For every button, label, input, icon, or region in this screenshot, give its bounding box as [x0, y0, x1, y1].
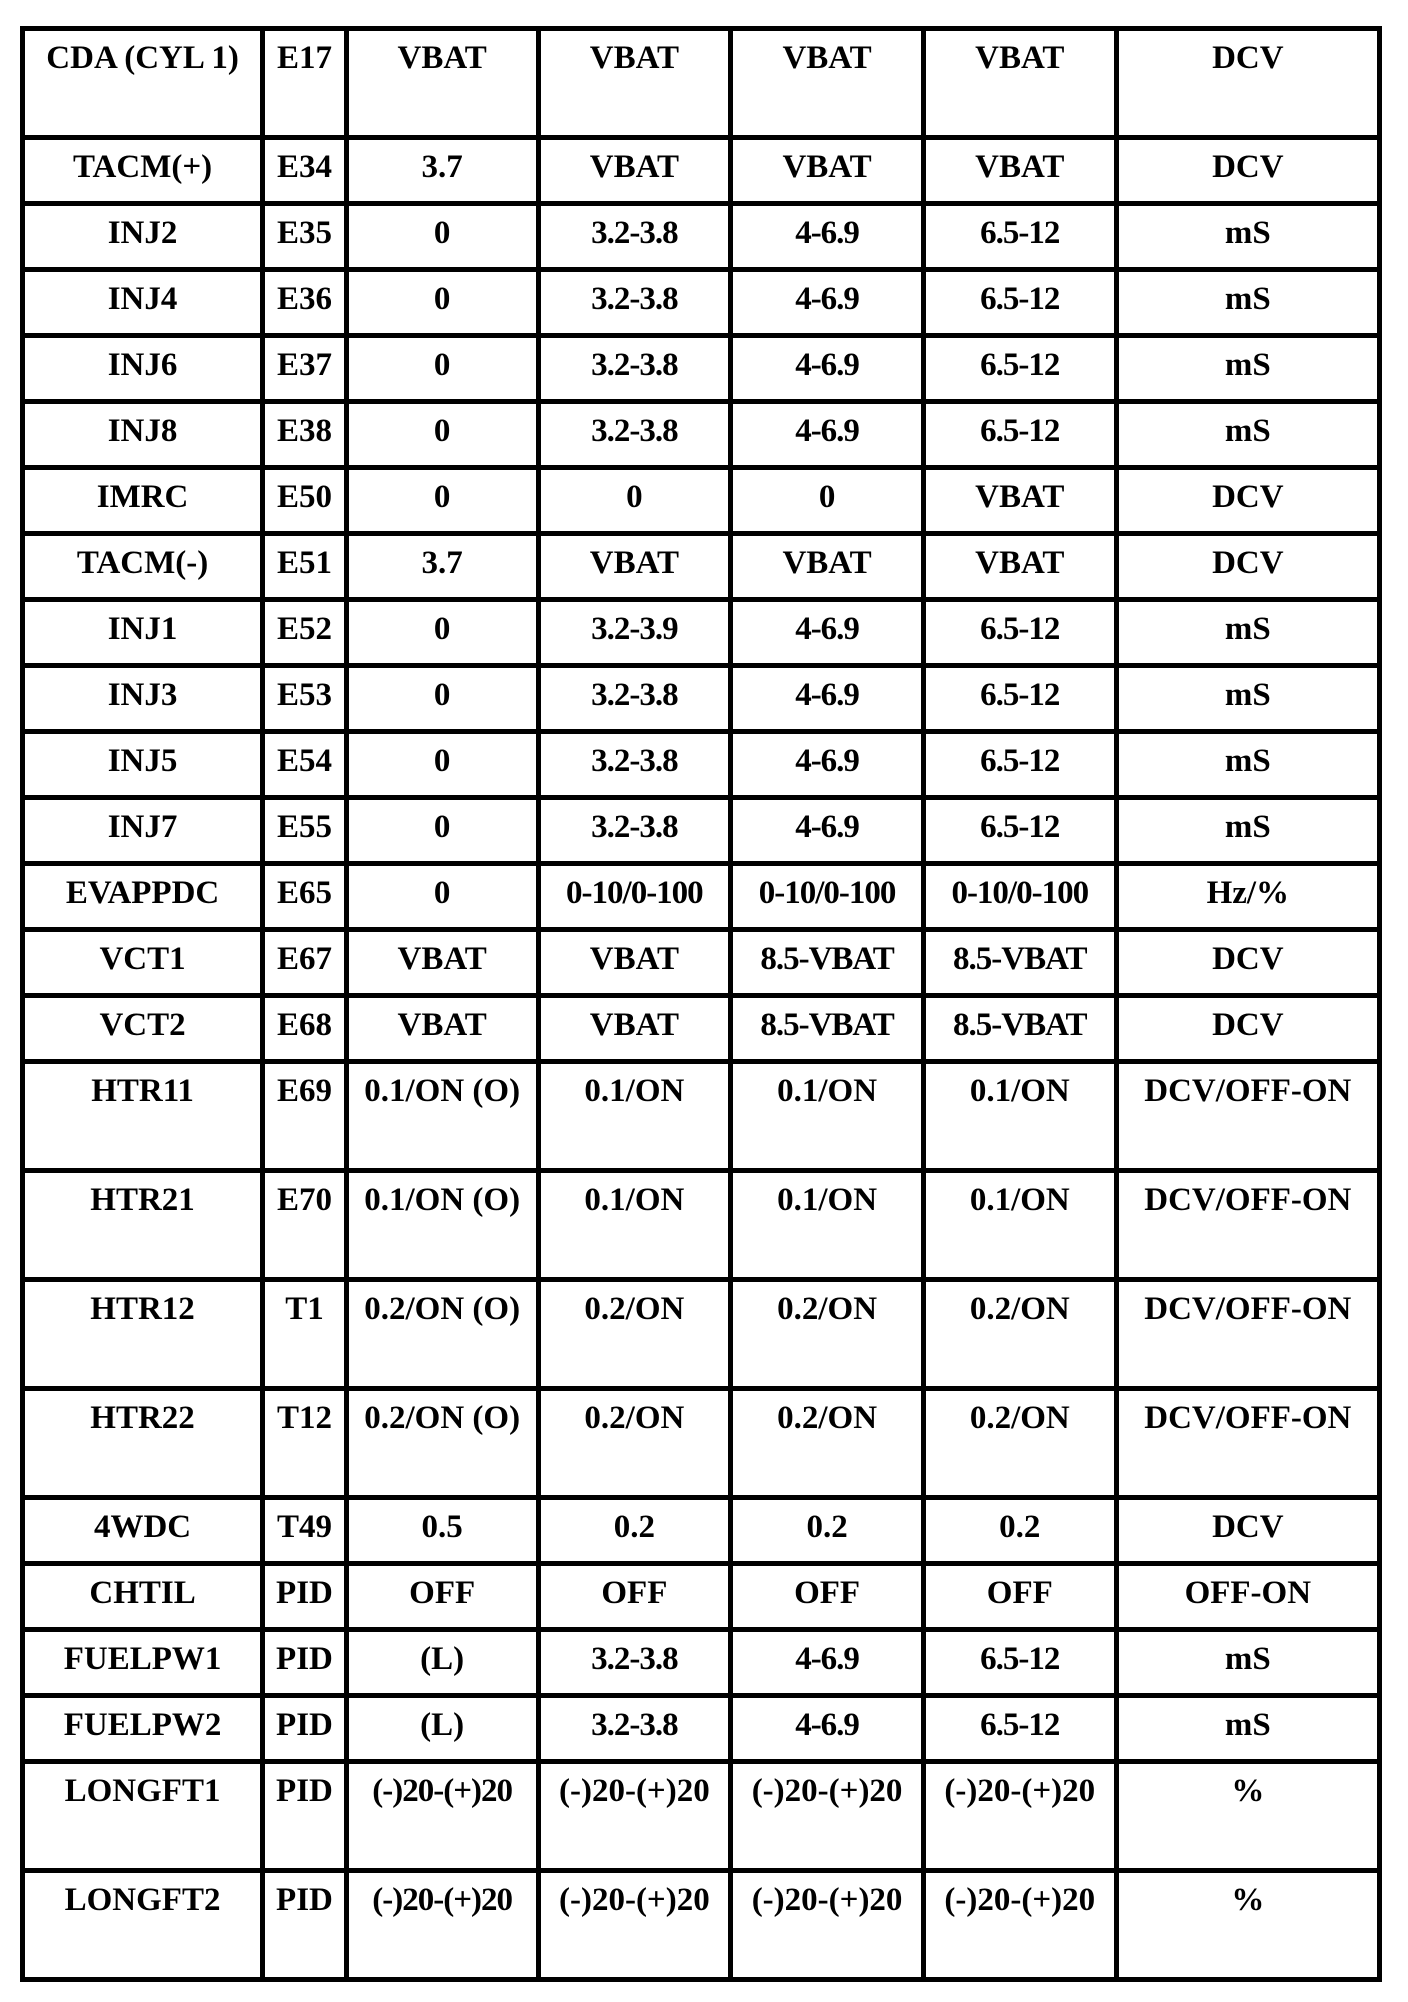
table-row	[25, 272, 1377, 333]
table-cell: DCV	[1119, 31, 1377, 135]
table-cell: 8.5-VBAT	[733, 932, 921, 993]
table-cell: 0.2	[926, 1500, 1114, 1561]
table-cell: 3.2-3.8	[541, 404, 729, 465]
table-cell: mS	[1119, 800, 1377, 861]
table-cell: mS	[1119, 734, 1377, 795]
table-cell: 3.2-3.9	[541, 602, 729, 663]
table-cell: 8.5-VBAT	[926, 998, 1114, 1059]
table-cell: VBAT	[541, 932, 729, 993]
table-cell: 0.2/ON	[926, 1391, 1114, 1495]
table-cell: E51	[265, 536, 344, 597]
table-cell: (-)20-(+)20	[733, 1764, 921, 1868]
table-cell: 6.5-12	[926, 1698, 1114, 1759]
table-cell: INJ8	[25, 404, 260, 465]
table-cell: mS	[1119, 602, 1377, 663]
table-cell: VBAT	[541, 31, 729, 135]
table-cell: 0-10/0-100	[926, 866, 1114, 927]
table-cell: E53	[265, 668, 344, 729]
table-row	[25, 140, 1377, 201]
table-cell: OFF	[349, 1566, 536, 1627]
table-cell: HTR22	[25, 1391, 260, 1495]
table-cell: 3.7	[349, 140, 536, 201]
table-cell: HTR12	[25, 1282, 260, 1386]
table-cell: INJ7	[25, 800, 260, 861]
table-cell: VBAT	[349, 998, 536, 1059]
table-cell: DCV	[1119, 932, 1377, 993]
table-cell: 3.2-3.8	[541, 338, 729, 399]
table-cell: %	[1119, 1873, 1377, 1977]
table-cell: TACM(+)	[25, 140, 260, 201]
table-cell: 4-6.9	[733, 338, 921, 399]
table-cell: 8.5-VBAT	[733, 998, 921, 1059]
table-cell: 0.1/ON	[733, 1173, 921, 1277]
table-cell: (-)20-(+)20	[349, 1764, 536, 1868]
table-cell: 3.2-3.8	[541, 272, 729, 333]
table-cell: 4-6.9	[733, 404, 921, 465]
table-cell: 0	[541, 470, 729, 531]
table-cell: Hz/%	[1119, 866, 1377, 927]
table-cell: 0.2/ON	[541, 1391, 729, 1495]
table-cell: VBAT	[926, 140, 1114, 201]
table-cell: 3.2-3.8	[541, 800, 729, 861]
table-cell: 3.2-3.8	[541, 1698, 729, 1759]
table-cell: 3.2-3.8	[541, 206, 729, 267]
table-cell: 0.2/ON (O)	[349, 1282, 536, 1386]
table-cell: 0.1/ON	[541, 1064, 729, 1168]
table-cell: VBAT	[733, 536, 921, 597]
table-cell: E68	[265, 998, 344, 1059]
table-cell: T12	[265, 1391, 344, 1495]
table-row	[25, 1632, 1377, 1693]
table-cell: E52	[265, 602, 344, 663]
table-cell: VBAT	[541, 998, 729, 1059]
table-cell: (-)20-(+)20	[541, 1764, 729, 1868]
table-cell: 0.1/ON (O)	[349, 1064, 536, 1168]
table-cell: 0.2/ON (O)	[349, 1391, 536, 1495]
table-cell: (-)20-(+)20	[926, 1764, 1114, 1868]
table-cell: 6.5-12	[926, 206, 1114, 267]
table-cell: E36	[265, 272, 344, 333]
table-cell: 4-6.9	[733, 1632, 921, 1693]
table-row	[25, 1391, 1377, 1495]
table-cell: VBAT	[541, 140, 729, 201]
table-cell: 0.2/ON	[733, 1391, 921, 1495]
pinout-table-page	[20, 26, 1382, 1982]
table-cell: 0	[349, 404, 536, 465]
table-cell: 0-10/0-100	[541, 866, 729, 927]
table-cell: E38	[265, 404, 344, 465]
table-cell: INJ5	[25, 734, 260, 795]
table-cell: INJ4	[25, 272, 260, 333]
signal-values-table	[20, 26, 1382, 1982]
table-cell: VBAT	[926, 536, 1114, 597]
table-cell: 0	[349, 206, 536, 267]
table-cell: DCV	[1119, 998, 1377, 1059]
table-cell: DCV/OFF-ON	[1119, 1391, 1377, 1495]
table-row	[25, 800, 1377, 861]
table-cell: VBAT	[926, 470, 1114, 531]
table-cell: DCV/OFF-ON	[1119, 1064, 1377, 1168]
table-cell: PID	[265, 1873, 344, 1977]
table-cell: (-)20-(+)20	[349, 1873, 536, 1977]
table-cell: LONGFT1	[25, 1764, 260, 1868]
table-cell: %	[1119, 1764, 1377, 1868]
table-cell: 6.5-12	[926, 734, 1114, 795]
table-cell: 3.2-3.8	[541, 668, 729, 729]
table-row	[25, 866, 1377, 927]
table-cell: 4-6.9	[733, 602, 921, 663]
table-cell: 4-6.9	[733, 800, 921, 861]
table-cell: 0.5	[349, 1500, 536, 1561]
table-cell: 4-6.9	[733, 272, 921, 333]
table-cell: VBAT	[733, 140, 921, 201]
table-cell: 6.5-12	[926, 800, 1114, 861]
table-cell: VBAT	[541, 536, 729, 597]
table-body	[25, 31, 1377, 1977]
table-cell: mS	[1119, 338, 1377, 399]
table-cell: VCT1	[25, 932, 260, 993]
table-cell: OFF	[733, 1566, 921, 1627]
table-row	[25, 998, 1377, 1059]
table-cell: E34	[265, 140, 344, 201]
table-cell: E67	[265, 932, 344, 993]
table-row	[25, 404, 1377, 465]
table-row	[25, 338, 1377, 399]
table-cell: 0	[733, 470, 921, 531]
table-cell: mS	[1119, 206, 1377, 267]
table-cell: INJ6	[25, 338, 260, 399]
table-cell: mS	[1119, 668, 1377, 729]
table-cell: (L)	[349, 1632, 536, 1693]
table-cell: E54	[265, 734, 344, 795]
table-cell: 0	[349, 602, 536, 663]
table-cell: E17	[265, 31, 344, 135]
table-cell: HTR21	[25, 1173, 260, 1277]
table-cell: LONGFT2	[25, 1873, 260, 1977]
table-row	[25, 1064, 1377, 1168]
table-cell: IMRC	[25, 470, 260, 531]
table-cell: E37	[265, 338, 344, 399]
table-row	[25, 470, 1377, 531]
table-row	[25, 602, 1377, 663]
table-cell: 6.5-12	[926, 668, 1114, 729]
table-cell: 3.7	[349, 536, 536, 597]
table-cell: DCV	[1119, 536, 1377, 597]
table-cell: 3.2-3.8	[541, 1632, 729, 1693]
table-cell: 6.5-12	[926, 1632, 1114, 1693]
table-cell: CDA (CYL 1)	[25, 31, 260, 135]
table-row	[25, 1500, 1377, 1561]
table-cell: E55	[265, 800, 344, 861]
table-cell: PID	[265, 1566, 344, 1627]
table-row	[25, 1698, 1377, 1759]
table-row	[25, 1764, 1377, 1868]
table-cell: PID	[265, 1698, 344, 1759]
table-cell: 0	[349, 470, 536, 531]
table-cell: PID	[265, 1632, 344, 1693]
table-cell: 0.2/ON	[926, 1282, 1114, 1386]
table-row	[25, 1873, 1377, 1977]
table-cell: VBAT	[349, 932, 536, 993]
table-cell: 6.5-12	[926, 404, 1114, 465]
table-cell: 4-6.9	[733, 734, 921, 795]
table-cell: T49	[265, 1500, 344, 1561]
table-cell: FUELPW2	[25, 1698, 260, 1759]
table-row	[25, 734, 1377, 795]
table-cell: DCV	[1119, 140, 1377, 201]
table-cell: 0.1/ON	[926, 1173, 1114, 1277]
table-cell: 0.1/ON	[541, 1173, 729, 1277]
table-row	[25, 932, 1377, 993]
table-cell: 4-6.9	[733, 1698, 921, 1759]
table-cell: DCV/OFF-ON	[1119, 1282, 1377, 1386]
table-cell: (-)20-(+)20	[926, 1873, 1114, 1977]
table-cell: (L)	[349, 1698, 536, 1759]
table-cell: 4-6.9	[733, 206, 921, 267]
table-cell: 0.2/ON	[541, 1282, 729, 1386]
table-cell: 0	[349, 668, 536, 729]
table-cell: 0.1/ON	[926, 1064, 1114, 1168]
table-cell: 6.5-12	[926, 602, 1114, 663]
table-cell: OFF-ON	[1119, 1566, 1377, 1627]
table-row	[25, 536, 1377, 597]
table-cell: E35	[265, 206, 344, 267]
table-cell: DCV/OFF-ON	[1119, 1173, 1377, 1277]
table-cell: E70	[265, 1173, 344, 1277]
table-cell: VBAT	[926, 31, 1114, 135]
table-cell: 6.5-12	[926, 338, 1114, 399]
table-row	[25, 1566, 1377, 1627]
table-cell: VCT2	[25, 998, 260, 1059]
table-cell: PID	[265, 1764, 344, 1868]
table-cell: 3.2-3.8	[541, 734, 729, 795]
table-cell: 0	[349, 734, 536, 795]
table-row	[25, 1282, 1377, 1386]
table-cell: INJ1	[25, 602, 260, 663]
table-cell: HTR11	[25, 1064, 260, 1168]
table-row	[25, 31, 1377, 135]
table-cell: 4-6.9	[733, 668, 921, 729]
table-cell: OFF	[541, 1566, 729, 1627]
table-cell: VBAT	[349, 31, 536, 135]
table-row	[25, 206, 1377, 267]
table-cell: OFF	[926, 1566, 1114, 1627]
table-cell: T1	[265, 1282, 344, 1386]
table-cell: mS	[1119, 1632, 1377, 1693]
table-cell: 0	[349, 338, 536, 399]
table-cell: E69	[265, 1064, 344, 1168]
table-cell: 0.1/ON (O)	[349, 1173, 536, 1277]
table-cell: mS	[1119, 272, 1377, 333]
table-row	[25, 1173, 1377, 1277]
table-cell: DCV	[1119, 470, 1377, 531]
table-cell: 4WDC	[25, 1500, 260, 1561]
table-cell: INJ3	[25, 668, 260, 729]
table-cell: (-)20-(+)20	[541, 1873, 729, 1977]
table-row	[25, 668, 1377, 729]
table-cell: 0.1/ON	[733, 1064, 921, 1168]
table-cell: FUELPW1	[25, 1632, 260, 1693]
table-cell: 0-10/0-100	[733, 866, 921, 927]
table-cell: CHTIL	[25, 1566, 260, 1627]
table-cell: 0	[349, 272, 536, 333]
table-cell: TACM(-)	[25, 536, 260, 597]
table-cell: VBAT	[733, 31, 921, 135]
table-cell: E50	[265, 470, 344, 531]
table-cell: EVAPPDC	[25, 866, 260, 927]
table-cell: (-)20-(+)20	[733, 1873, 921, 1977]
table-cell: 0	[349, 866, 536, 927]
table-cell: INJ2	[25, 206, 260, 267]
table-cell: E65	[265, 866, 344, 927]
table-cell: 0.2	[541, 1500, 729, 1561]
table-cell: mS	[1119, 404, 1377, 465]
table-cell: 0	[349, 800, 536, 861]
table-cell: 0.2	[733, 1500, 921, 1561]
table-cell: 0.2/ON	[733, 1282, 921, 1386]
table-cell: DCV	[1119, 1500, 1377, 1561]
table-cell: 8.5-VBAT	[926, 932, 1114, 993]
table-cell: 6.5-12	[926, 272, 1114, 333]
table-cell: mS	[1119, 1698, 1377, 1759]
